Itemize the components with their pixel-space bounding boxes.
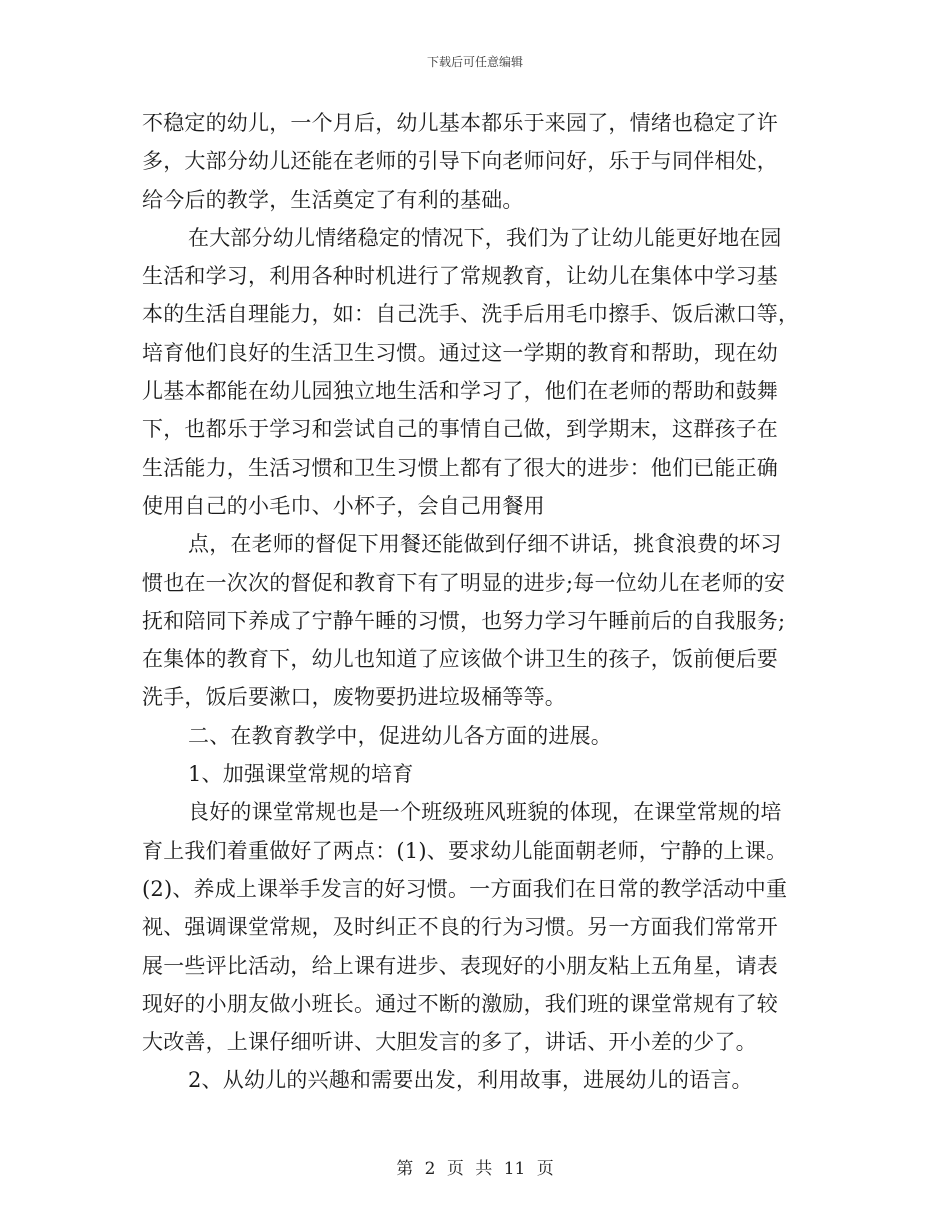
text-line: 大改善，上课仔细听讲、大胆发言的多了，讲话、开小差的少了。: [142, 1030, 757, 1055]
text-line: 培育他们良好的生活卫生习惯。通过这一学期的教育和帮助，现在幼: [142, 340, 778, 365]
text-line: 给今后的教学，生活奠定了有利的基础。: [142, 187, 524, 212]
text-line: 展一些评比活动，给上课有进步、表现好的小朋友粘上五角星，请表: [142, 953, 778, 978]
text-line: (2)、养成上课举手发言的好习惯。一方面我们在日常的教学活动中重: [142, 876, 788, 901]
text-line: 现好的小朋友做小班长。通过不断的激励，我们班的课堂常规有了较: [142, 991, 778, 1016]
text-line: 在集体的教育下，幼儿也知道了应该做个讲卫生的孩子，饭前便后要: [142, 647, 778, 672]
text-line: 不稳定的幼儿，一个月后，幼儿基本都乐于来园了，情绪也稳定了许: [142, 111, 778, 135]
document-body: [142, 104, 808, 1100]
text-line: 点，在老师的督促下用餐还能做到仔细不讲话，挑食浪费的坏习: [188, 532, 782, 557]
text-line: 抚和陪同下养成了宁静午睡的习惯，也努力学习午睡前后的自我服务;: [142, 608, 786, 633]
page-footer: 第 2 页 共 11 页: [396, 1159, 554, 1179]
text-line: 洗手，饭后要漱口，废物要扔进垃圾桶等等。: [142, 685, 566, 710]
page-header: 下载后可任意编辑: [426, 55, 523, 69]
text-line: 生活和学习，利用各种时机进行了常规教育，让幼儿在集体中学习基: [142, 264, 778, 289]
text-line: 儿基本都能在幼儿园独立地生活和学习了，他们在老师的帮助和鼓舞: [142, 379, 778, 404]
text-line: 视、强调课堂常规，及时纠正不良的行为习惯。另一方面我们常常开: [142, 915, 778, 940]
text-line: 2、从幼儿的兴趣和需要出发，利用故事，进展幼儿的语言。: [188, 1068, 753, 1093]
text-line: 二、在教育教学中，促进幼儿各方面的进展。: [188, 723, 612, 748]
text-line: 在大部分幼儿情绪稳定的情况下，我们为了让幼儿能更好地在园: [188, 225, 782, 250]
text-line: 惯也在一次次的督促和教育下有了明显的进步;每一位幼儿在老师的安: [142, 570, 786, 595]
text-line: 良好的课堂常规也是一个班级班风班貌的体现，在课堂常规的培: [188, 800, 782, 825]
text-line: 生活能力，生活习惯和卫生习惯上都有了很大的进步：他们已能正确: [142, 455, 778, 480]
text-line: 下，也都乐于学习和尝试自己的事情自己做，到学期末，这群孩子在: [142, 417, 778, 442]
text-line: 本的生活自理能力，如：自己洗手、洗手后用毛巾擦手、饭后漱口等，: [142, 302, 800, 327]
text-line: 1、加强课堂常规的培育: [188, 762, 414, 787]
text-line: 育上我们着重做好了两点：(1)、要求幼儿能面朝老师，宁静的上课。: [142, 838, 788, 863]
text-line: 使用自己的小毛巾、小杯子，会自己用餐用: [142, 493, 545, 518]
text-line: 多，大部分幼儿还能在老师的引导下向老师问好，乐于与同伴相处，: [142, 149, 778, 174]
